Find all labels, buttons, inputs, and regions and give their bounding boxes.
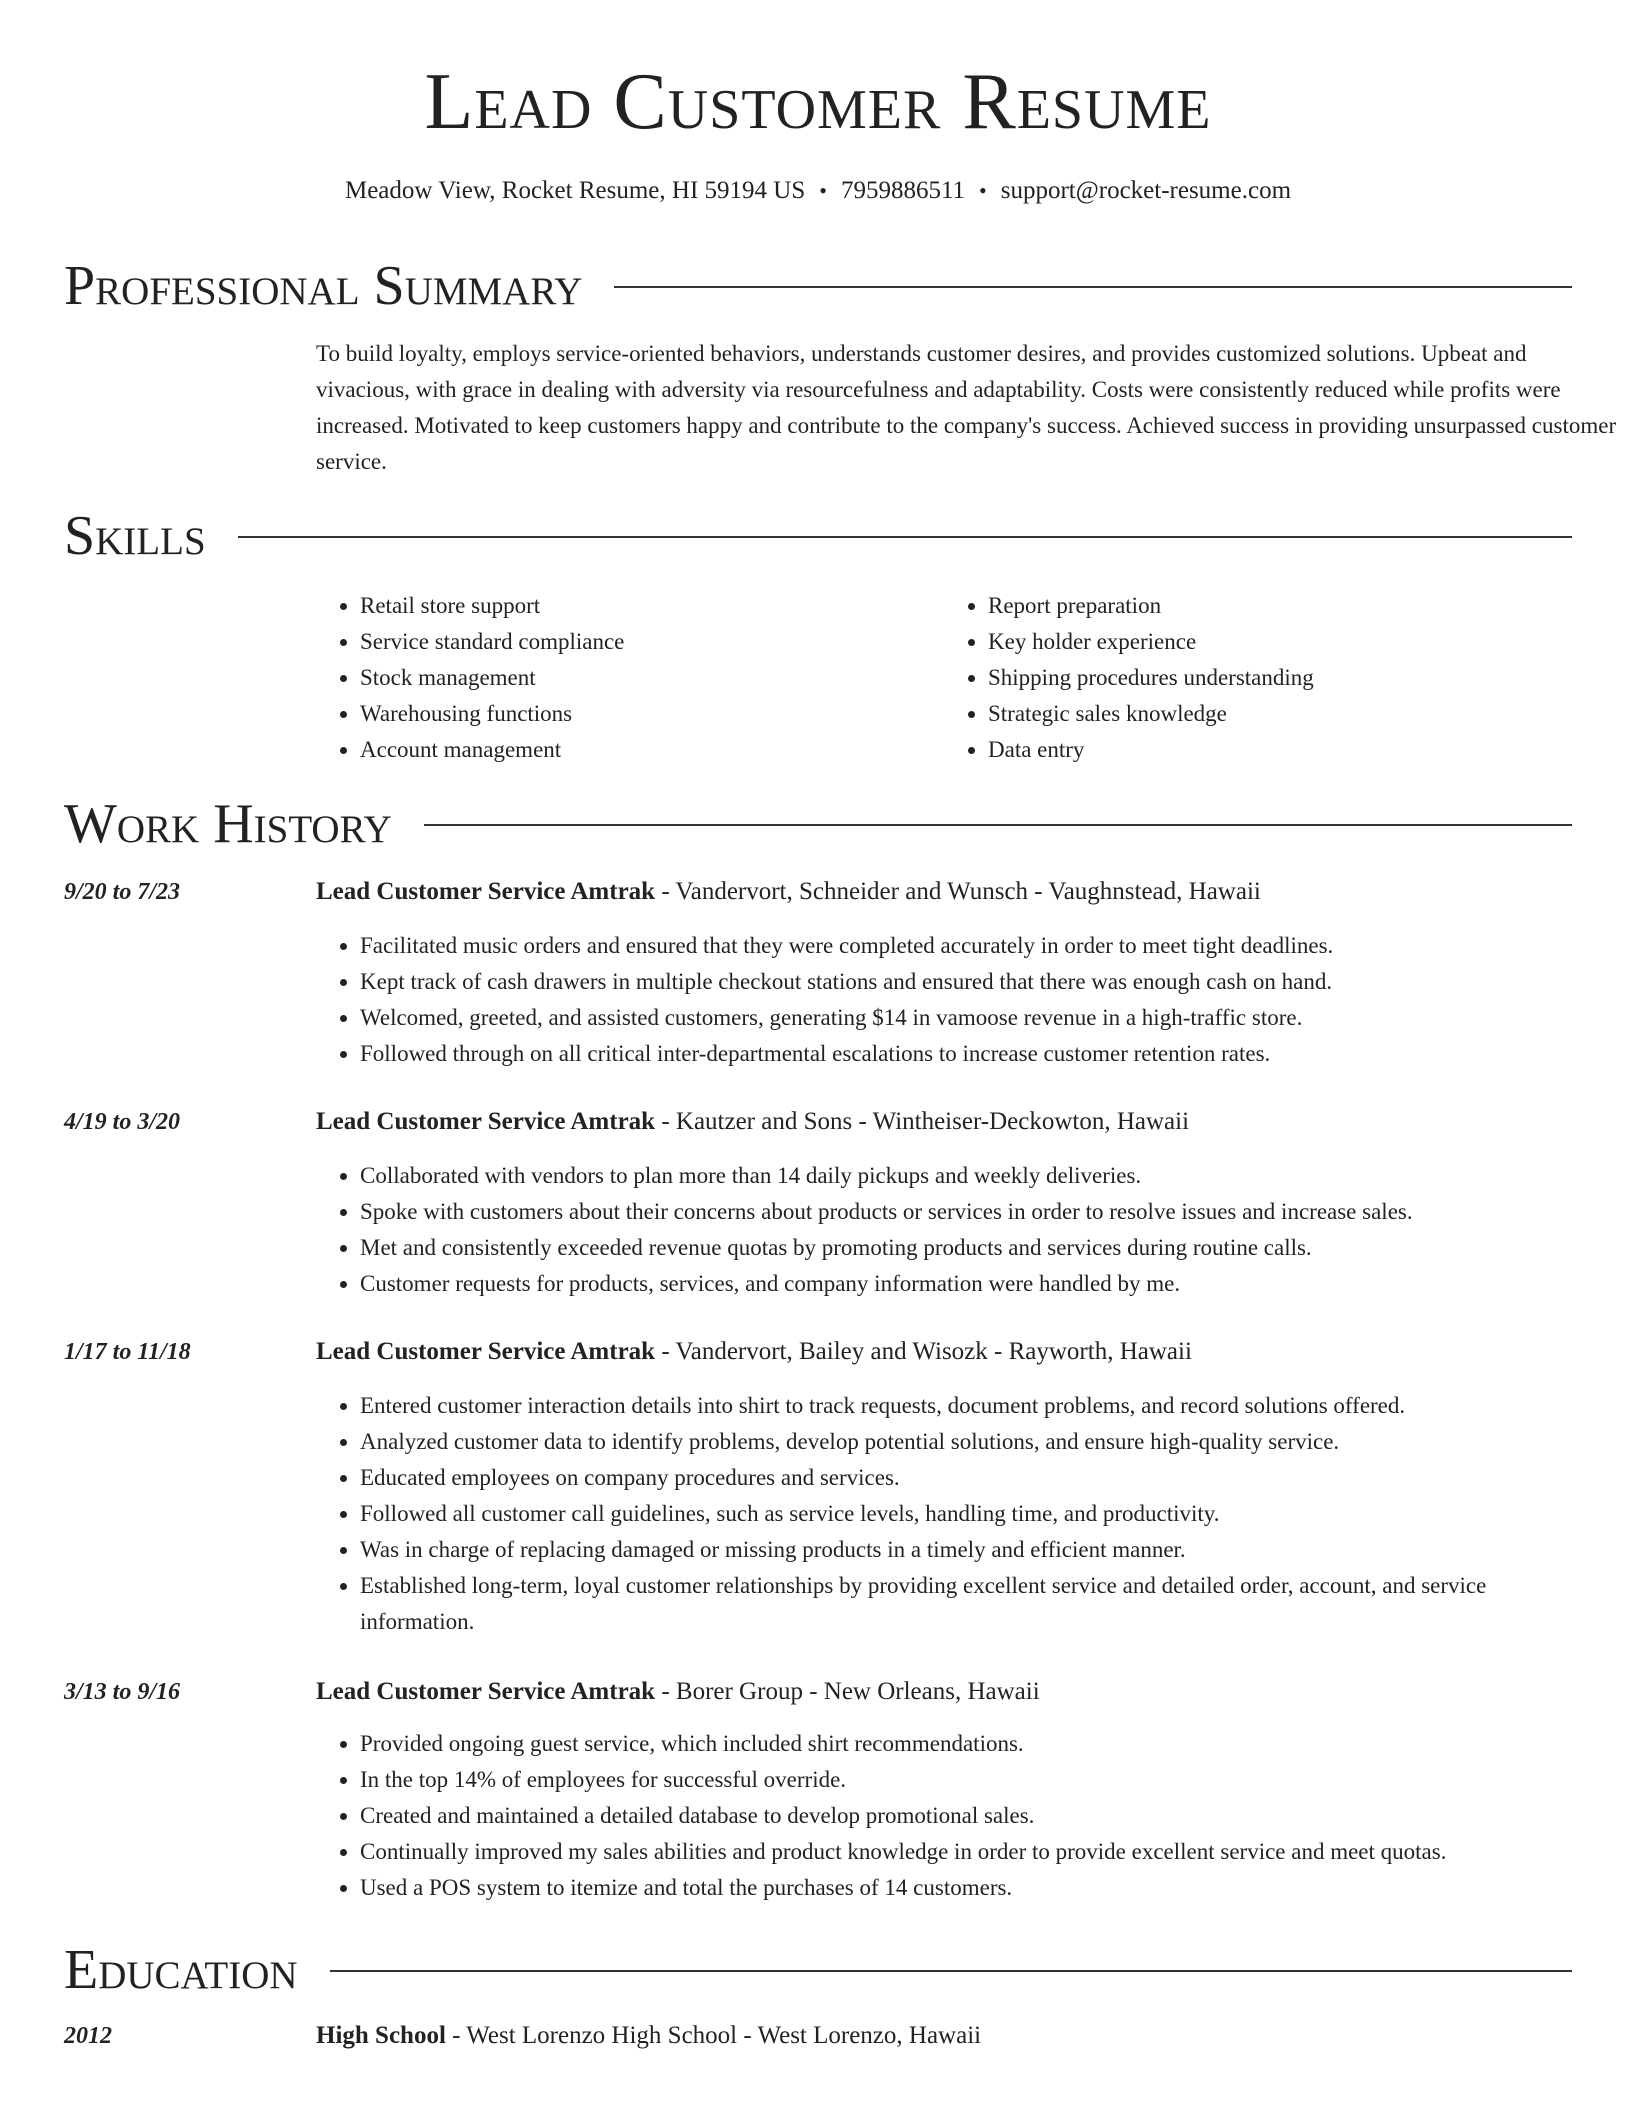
section-divider (424, 824, 1572, 826)
section-heading-work-history (64, 794, 1572, 854)
section-title: Professional Summary (64, 255, 583, 317)
work-dates: 4/19 to 3/20 (64, 1109, 181, 1135)
section-title: Education (64, 1939, 298, 2001)
contact-address: Meadow View, Rocket Resume, HI 59194 US (344, 177, 806, 204)
work-bullet: • Analyzed customer data to identify problems, develop potential solutions, and ensure high-quality service. (360, 1424, 1572, 1460)
work-bullet: • In the top 14% of employees for successful override. (360, 1762, 1572, 1798)
work-bullet: • Collaborated with vendors to plan more than 14 daily pickups and weekly deliveries. (360, 1158, 1572, 1194)
skill-item: • Key holder experience (988, 624, 1572, 660)
work-bullets (316, 1726, 1572, 1906)
skills-list-right (944, 588, 1572, 768)
work-role-line (316, 1334, 1192, 1370)
work-employer: - Vandervort, Bailey and Wisozk - Rayworth, Hawaii (655, 1338, 1192, 1365)
work-bullet: • Continually improved my sales abilities and product knowledge in order to provide excellent service and meet quotas. (360, 1834, 1572, 1870)
work-bullet: • Was in charge of replacing damaged or missing products in a timely and efficient manner. (360, 1532, 1572, 1568)
education-dates: 2012 (64, 2023, 112, 2049)
work-role-line (316, 1674, 1040, 1710)
work-bullets (316, 928, 1572, 1072)
work-bullet: • Educated employees on company procedures and services. (360, 1460, 1572, 1496)
work-bullet: • Followed all customer call guidelines, such as service levels, handling time, and productivity. (360, 1496, 1572, 1532)
skill-item: • Service standard compliance (360, 624, 944, 660)
section-divider (614, 286, 1572, 288)
work-title: Lead Customer Service Amtrak (316, 1678, 656, 1705)
section-title: Skills (64, 505, 206, 567)
work-title: Lead Customer Service Amtrak (316, 1338, 656, 1365)
work-bullet: • Kept track of cash drawers in multiple checkout stations and ensured that there was enough cash on hand. (360, 964, 1572, 1000)
work-employer: - Kautzer and Sons - Wintheiser-Deckowton, Hawaii (655, 1108, 1190, 1135)
section-divider (330, 1970, 1572, 1972)
work-bullet: • Facilitated music orders and ensured that they were completed accurately in order to meet tight deadlines. (360, 928, 1572, 964)
summary-block (316, 336, 1626, 480)
work-bullet: • Customer requests for products, services, and company information were handled by me. (360, 1266, 1572, 1302)
work-employer: - Vandervort, Schneider and Wunsch - Vaughnstead, Hawaii (655, 878, 1261, 905)
work-bullet: • Provided ongoing guest service, which included shirt recommendations. (360, 1726, 1572, 1762)
skills-block (316, 588, 1572, 768)
summary-text: To build loyalty, employs service-oriented behaviors, understands customer desires, and provides customized solutions. Upbeat and vivacious, with grace in dealing with adversity via resourcefulness and adaptability. Costs were consistently reduced while profits were increased. Motivated to keep customers happy and contribute to the company's success. Achieved success in providing unsurpassed customer service. (316, 341, 1617, 474)
work-role-line (316, 1104, 1189, 1140)
contact-email: support@rocket-resume.com (1000, 177, 1292, 204)
skills-list-left (316, 588, 944, 768)
work-title: Lead Customer Service Amtrak (316, 878, 656, 905)
work-employer: - Borer Group - New Orleans, Hawaii (655, 1678, 1040, 1705)
work-bullet: • Followed through on all critical inter-departmental escalations to increase customer retention rates. (360, 1036, 1572, 1072)
work-bullet: • Spoke with customers about their concerns about products or services in order to resolve issues and increase sales. (360, 1194, 1572, 1230)
work-bullet: • Entered customer interaction details into shirt to track requests, document problems, and record solutions offered. (360, 1388, 1572, 1424)
skill-item: • Shipping procedures understanding (988, 660, 1572, 696)
contact-separator: • (979, 178, 987, 203)
contact-line (64, 176, 1572, 206)
work-dates: 3/13 to 9/16 (64, 1679, 181, 1705)
work-title: Lead Customer Service Amtrak (316, 1108, 656, 1135)
skill-item: • Retail store support (360, 588, 944, 624)
education-school: - West Lorenzo High School - West Lorenzo, Hawaii (445, 2022, 982, 2049)
work-bullets (316, 1388, 1572, 1640)
resume-name: Lead Customer Resume (424, 58, 1212, 146)
skill-item: • Account management (360, 732, 944, 768)
section-heading-education (64, 1940, 1572, 2000)
skill-item: • Stock management (360, 660, 944, 696)
work-bullet: • Established long-term, loyal customer relationships by providing excellent service and detailed order, account, and service information. (360, 1568, 1572, 1640)
skill-item: • Data entry (988, 732, 1572, 768)
section-heading-summary (64, 256, 1572, 316)
education-line (316, 2018, 981, 2054)
work-dates: 9/20 to 7/23 (64, 879, 181, 905)
work-bullet: • Welcomed, greeted, and assisted customers, generating $14 in vamoose revenue in a high-traffic store. (360, 1000, 1572, 1036)
skill-item: • Strategic sales knowledge (988, 696, 1572, 732)
work-bullets (316, 1158, 1572, 1302)
skill-item: • Report preparation (988, 588, 1572, 624)
contact-separator: • (819, 178, 827, 203)
work-bullet: • Created and maintained a detailed database to develop promotional sales. (360, 1798, 1572, 1834)
section-title: Work History (64, 793, 392, 855)
work-bullet: • Met and consistently exceeded revenue quotas by promoting products and services during routine calls. (360, 1230, 1572, 1266)
section-heading-skills (64, 506, 1572, 566)
skill-item: • Warehousing functions (360, 696, 944, 732)
education-degree: High School (316, 2022, 446, 2049)
work-role-line (316, 874, 1261, 910)
contact-phone: 7959886511 (840, 177, 966, 204)
work-bullet: • Used a POS system to itemize and total the purchases of 14 customers. (360, 1870, 1572, 1906)
work-dates: 1/17 to 11/18 (64, 1339, 191, 1365)
section-divider (238, 536, 1572, 538)
